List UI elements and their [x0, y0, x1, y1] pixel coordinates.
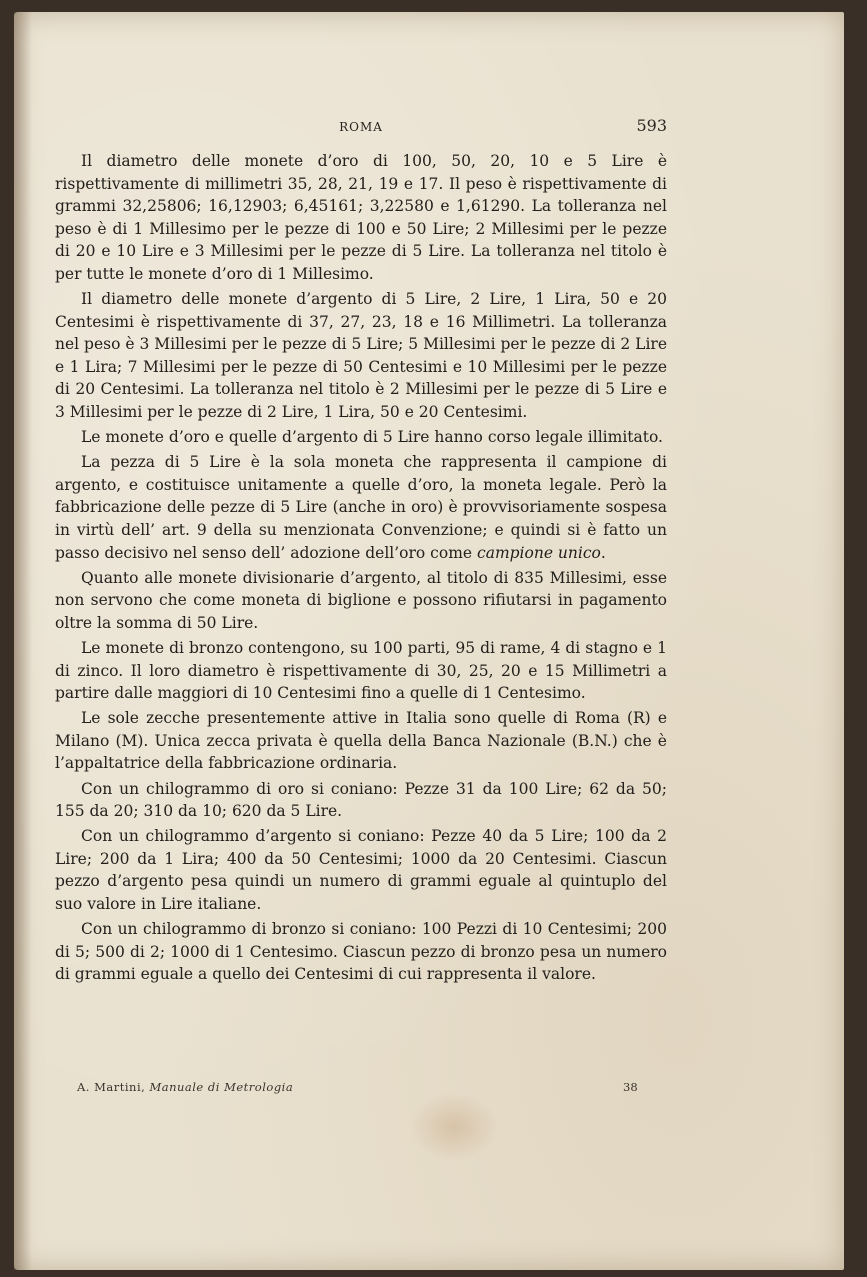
body-text — [55, 150, 667, 988]
page-binding-shadow — [14, 12, 32, 1270]
paragraph-legal-tender: Le monete d’oro e quelle d’argento di 5 Lire hanno corso legale illimitato. — [81, 428, 663, 447]
paragraph-mints: Le sole zecche presentemente attive in Italia sono quelle di Roma (R) e Milano (M). Unica zecca privata è quella della Banca Nazionale (B.N.) che è l’appaltatrice della fabbricazione ordinaria. — [55, 709, 667, 773]
footer-signature: 38 — [623, 1080, 638, 1094]
page-number: 593 — [636, 116, 667, 135]
paper-stain — [409, 1092, 499, 1162]
running-title: ROMA — [339, 120, 383, 134]
paragraph-silver-coins: Il diametro delle monete d’argento di 5 Lire, 2 Lire, 1 Lira, 50 e 20 Centesimi è rispettivamente di 37, 27, 23, 18 e 16 Millimetri. La tolleranza nel peso è 3 Millesimi per le pezze di 5 Lire; 5 Millesimi per le pezze di 2 Lire e 1 Lira; 7 Millesimi per le pezze di 50 Centesimi e 10 Millesimi per le pezze di 20 Centesimi. La tolleranza nel titolo è 2 Millesimi per le pezze di 5 Lire e 3 Millesimi per le pezze di 2 Lire, 1 Lira, 50 e 20 Centesimi. — [55, 290, 667, 422]
paragraph-five-lire-piece: La pezza di 5 Lire è la sola moneta che rappresenta il campione di argento, e costituisce unitamente a quelle d’oro, la moneta legale. Però la fabbricazione delle pezze di 5 Lire (anche in oro) è provvisoriamente sospesa in virtù dell’ art. 9 della su menzionata Convenzione; e quindi si è fatto un passo decisivo nel senso dell’ adozione dell’oro come campione unico. — [55, 453, 667, 562]
paragraph-bronze-kilogram: Con un chilogrammo di bronzo si coniano: 100 Pezzi di 10 Centesimi; 200 di 5; 500 di 2; 1000 di 1 Centesimo. Ciascun pezzo di bronzo pesa un numero di grammi eguale a quello dei Centesimi di cui rappresenta il valore. — [55, 920, 667, 984]
footer-author: A. Martini, — [77, 1080, 146, 1094]
paragraph-bronze-coins: Le monete di bronzo contengono, su 100 parti, 95 di rame, 4 di stagno e 1 di zinco. Il loro diametro è rispettivamente di 30, 25, 20 e 15 Millimetri a partire dalle maggiori di 10 Centesimi fino a quelle di 1 Centesimo. — [55, 638, 667, 703]
page-header — [55, 116, 667, 136]
paragraph-five-lire-text: La pezza di 5 Lire è la sola moneta che rappresenta il campione di argento, e costituisce unitamente a quelle d’oro, la moneta legale. Però la fabbricazione delle pezze di 5 Lire (anche in oro) è provvisoriamente sospesa in virtù dell’ art. 9 della su menzionata Convenzione; e quindi si è fatto un passo decisivo nel senso dell’ adozione dell’oro come — [55, 453, 667, 562]
paragraph-gold-coins: Il diametro delle monete d’oro di 100, 50, 20, 10 e 5 Lire è rispettivamente di millimetri 35, 28, 21, 19 e 17. Il peso è rispettivamente di grammi 32,25806; 16,12903; 6,45161; 3,22580 e 1,61290. La tolleranza nel peso è di 1 Millesimo per le pezze di 100 e 50 Lire; 2 Millesimi per le pezze di 20 e 10 Lire e 3 Millesimi per le pezze di 5 Lire. La tolleranza nel titolo è per tutte le monete d’oro di 1 Millesimo. — [55, 152, 667, 283]
paragraph-silver-kilogram: Con un chilogrammo d’argento si coniano: Pezze 40 da 5 Lire; 100 da 2 Lire; 200 da 1 Lira; 400 da 50 Centesimi; 1000 da 20 Centesimi. Ciascun pezzo d’argento pesa quindi un numero di grammi eguale al quintuplo del suo valore in Lire italiane. — [55, 827, 667, 913]
footer-author-line — [77, 1080, 293, 1094]
paragraph-gold-kilogram: Con un chilogrammo di oro si coniano: Pezze 31 da 100 Lire; 62 da 50; 155 da 20; 310 da 10; 620 da 5 Lire. — [55, 779, 667, 821]
italic-phrase: campione unico — [477, 543, 601, 562]
paragraph-divisional-silver: Quanto alle monete divisionarie d’argento, al titolo di 835 Millesimi, esse non servono che come moneta di biglione e possono rifiutarsi in pagamento oltre la somma di 50 Lire. — [55, 568, 667, 632]
footer-book-title: Manuale di Metrologia — [149, 1080, 294, 1094]
